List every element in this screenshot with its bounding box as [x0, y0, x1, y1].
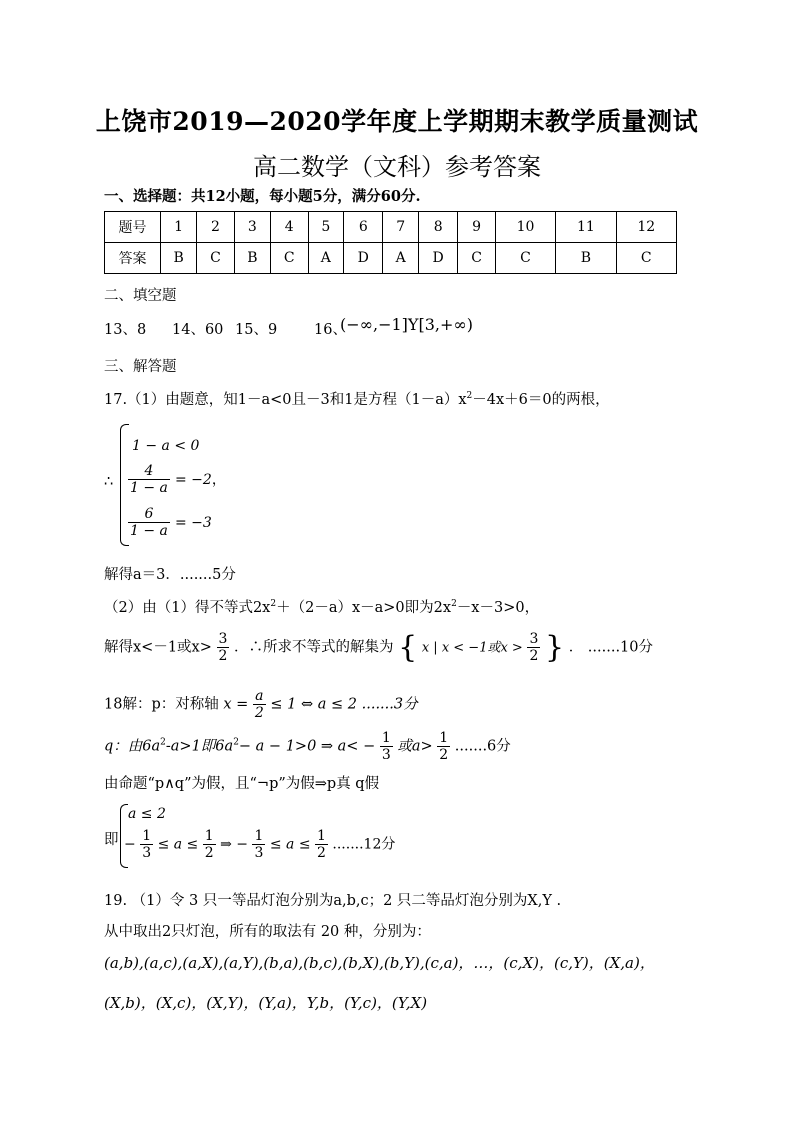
fraction-num: 1	[439, 730, 449, 746]
document-subtitle: 高二数学（文科）参考答案	[253, 153, 541, 181]
table-cell: 7	[383, 212, 419, 243]
q17-sys-line1: 1 − a < 0	[132, 438, 200, 454]
table-cell: 11	[556, 212, 616, 243]
q17-part2-b: ＋（2－a）x－a>0即为2x	[276, 600, 452, 616]
q18-impl-a: ⇒ −	[220, 836, 249, 853]
fraction-den: 2	[204, 845, 214, 861]
table-cell: C	[197, 243, 235, 274]
fraction-den: 2	[317, 845, 326, 861]
q18-line3: 由命题“p∧q”为假，且“¬p”为假⇒p真 q假	[104, 776, 380, 792]
fraction	[128, 463, 170, 496]
q17-part2-c: －x－3>0，	[456, 600, 540, 616]
q18-line2-a: q：由6a	[104, 738, 161, 755]
fraction-den: 1 − a	[130, 480, 168, 496]
q18-line2-b: -a>1即6a	[165, 738, 234, 755]
q17-solve: 解得a＝3．.......5分	[104, 567, 236, 583]
fraction-den: 3	[254, 845, 264, 861]
q17-line1	[104, 388, 610, 409]
q18-line1-b: x =	[223, 696, 249, 713]
q18-sys-line1: a ≤ 2	[128, 806, 166, 822]
table-cell: D	[344, 243, 383, 274]
fraction	[128, 506, 170, 539]
fraction-den: 1 − a	[130, 523, 168, 539]
table-cell: B	[161, 243, 197, 274]
set-close-brace: }	[544, 630, 565, 665]
fraction	[253, 688, 266, 721]
table-cell: A	[308, 243, 344, 274]
q18-impl-b: ≤ a ≤	[269, 836, 311, 853]
q17-sys2-comma: ，	[211, 472, 226, 488]
fraction-num: 4	[128, 463, 170, 480]
fraction-den: 3	[142, 845, 152, 861]
q18-line1	[104, 688, 418, 721]
table-cell: 答案	[105, 243, 161, 274]
q18-line2-e: .......6分	[454, 738, 511, 755]
fraction	[527, 631, 540, 664]
q18-line2-sup2: 2	[233, 737, 239, 748]
answer-table	[104, 211, 677, 274]
table-row	[105, 243, 677, 274]
fraction-num: a	[253, 688, 266, 705]
fraction-den: 2	[529, 648, 539, 664]
table-cell: 9	[458, 212, 496, 243]
fill-answer-16: 16、	[314, 322, 347, 338]
table-cell: C	[616, 243, 676, 274]
fill-answer-13: 13、8	[104, 322, 147, 338]
table-cell: 6	[344, 212, 383, 243]
q17-part2-a: （2）由（1）得不等式2x	[104, 600, 271, 616]
table-cell: 3	[234, 212, 270, 243]
fraction-num: 1	[204, 828, 214, 844]
fraction-den: 3	[381, 747, 391, 763]
table-cell: 1	[161, 212, 197, 243]
table-cell: 题号	[105, 212, 161, 243]
document-title: 上饶市2019—2020学年度上学期期末教学质量测试	[95, 107, 699, 136]
fraction-num: 3	[218, 631, 228, 647]
section3-heading: 三、解答题	[104, 359, 177, 375]
fraction-num: 1	[254, 828, 264, 844]
q19-line2: 从中取出2只灯泡，所有的取法有 20 种，分别为：	[104, 924, 431, 940]
fraction	[203, 828, 216, 861]
fraction-num: 1	[317, 828, 326, 844]
q17-part2-sup2: 2	[451, 599, 457, 610]
fraction	[380, 730, 393, 763]
q17-sys-line3	[128, 506, 212, 539]
q19-line4: (X,b)，(X,c)，(X,Y)，(Y,a)，Y,b，(Y,c)，(Y,X)	[104, 994, 428, 1012]
q17-solve-a: 解得x<－1或x>	[104, 639, 212, 656]
q17-set-body: x | x < −1或x >	[421, 640, 523, 656]
fraction	[217, 631, 230, 664]
table-cell: 4	[270, 212, 308, 243]
table-cell: 10	[495, 212, 555, 243]
table-cell: D	[419, 243, 458, 274]
q19-line1: 19. （1）令 3 只一等品灯泡分别为a,b,c；2 只二等品灯泡分别为X,Y .	[104, 893, 562, 909]
fraction-num: 1	[142, 828, 152, 844]
q18-sys2-b: ≤ a ≤	[157, 836, 199, 853]
table-cell: 8	[419, 212, 458, 243]
table-row	[105, 212, 677, 243]
q17-line1-text: 17.（1）由题意，知1－a<0且－3和1是方程（1－a）x	[104, 392, 467, 408]
q17-sys-line2	[128, 463, 226, 496]
q18-line2	[104, 730, 511, 763]
q18-sys2-a: −	[124, 836, 136, 853]
table-cell: 5	[308, 212, 344, 243]
q18-line1-c: ≤ 1 ⇔ a ≤ 2 .......3分	[270, 696, 418, 713]
fraction-num: 3	[529, 631, 539, 647]
q17-line1-tail: －4x＋6＝0的两根，	[472, 392, 610, 408]
table-cell: B	[556, 243, 616, 274]
fraction	[140, 828, 153, 861]
fraction	[315, 828, 328, 861]
q19-line3: (a,b),(a,c),(a,X),(a,Y),(b,a),(b,c),(b,X),(b,Y),(c,a)，…，(c,X)，(c,Y)，(X,a)，	[104, 954, 655, 972]
q17-line1-sup: 2	[466, 391, 473, 402]
q17-solve-b: ．∴所求不等式的解集为	[234, 639, 394, 656]
q17-set-tail: ． .......10分	[568, 639, 654, 656]
table-cell: A	[383, 243, 419, 274]
q17-part2-solve	[104, 630, 653, 665]
fill-answer-14: 14、60	[172, 322, 224, 338]
fraction-num: 6	[128, 506, 170, 523]
table-cell: 12	[616, 212, 676, 243]
q18-sys-line2	[124, 828, 395, 861]
q18-line2-sup: 2	[160, 737, 166, 748]
q17-sys3-rhs: = −3	[174, 515, 212, 531]
table-cell: C	[495, 243, 555, 274]
fraction-num: 1	[381, 730, 391, 746]
table-cell: C	[458, 243, 496, 274]
fraction-den: 2	[439, 747, 449, 763]
table-cell: C	[270, 243, 308, 274]
fill-answer-16-expr: (−∞,−1]Y[3,+∞)	[340, 315, 473, 334]
q18-line2-c: − a − 1>0 ⇒ a< −	[238, 738, 376, 755]
q18-line2-d: 或a>	[397, 738, 433, 755]
fraction-den: 2	[254, 705, 264, 721]
fraction	[252, 828, 265, 861]
fill-answer-15: 15、9	[235, 322, 278, 338]
fraction	[437, 730, 450, 763]
q18-ji: 即	[104, 832, 119, 848]
section2-heading: 二、填空题	[104, 288, 177, 304]
table-cell: B	[234, 243, 270, 274]
section1-heading: 一、选择题：共12小题，每小题5分，满分60分.	[104, 188, 421, 205]
table-cell: 2	[197, 212, 235, 243]
q17-sys2-rhs: = −2	[174, 472, 212, 488]
fraction-den: 2	[218, 648, 228, 664]
q17-part2	[104, 596, 539, 617]
q18-impl-c: .......12分	[332, 836, 396, 853]
q18-line1-a: 18解：p：对称轴	[104, 696, 219, 713]
set-open-brace: {	[398, 630, 418, 665]
therefore-symbol: ∴	[104, 474, 114, 490]
q17-part2-sup: 2	[270, 599, 277, 610]
